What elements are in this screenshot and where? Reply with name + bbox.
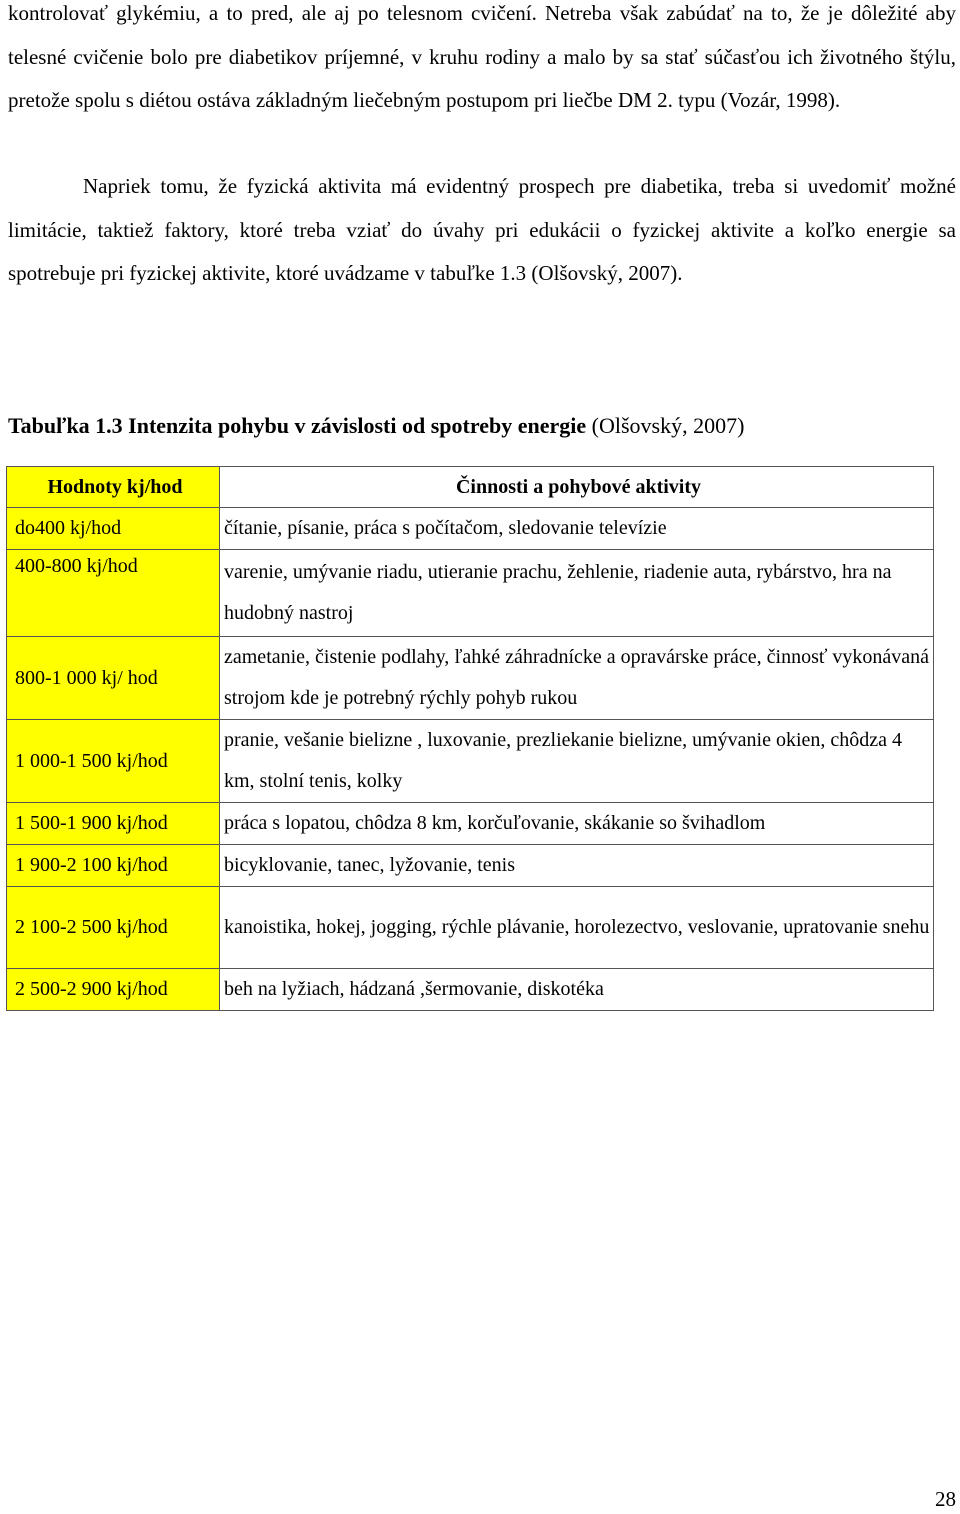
activity-cell: čítanie, písanie, práca s počítačom, sledovanie televízie — [220, 508, 934, 550]
energy-value-cell: 1 900-2 100 kj/hod — [7, 845, 220, 887]
energy-value-cell: 800-1 000 kj/ hod — [7, 637, 220, 720]
activity-cell: beh na lyžiach, hádzaná ,šermovanie, diskotéka — [220, 969, 934, 1011]
energy-value-cell: do400 kj/hod — [7, 508, 220, 550]
table-row — [7, 508, 934, 550]
energy-value-cell: 1 000-1 500 kj/hod — [7, 720, 220, 803]
energy-value-cell: 400-800 kj/hod — [7, 550, 220, 637]
activity-cell: práca s lopatou, chôdza 8 km, korčuľovanie, skákanie so švihadlom — [220, 803, 934, 845]
body-paragraph-1: kontrolovať glykémiu, a to pred, ale aj po telesnom cvičení. Netreba však zabúdať na to, že je dôležité aby telesné cvičenie bolo pre diabetikov príjemné, v kruhu rodiny a malo by sa stať súčasťou ich životného štýlu, pretože spolu s diétou ostáva základným liečebným postupom pri liečbe DM 2. typu (Vozár, 1998). — [8, 1, 956, 112]
page-number: 28 — [935, 1487, 956, 1511]
activity-cell: bicyklovanie, tanec, lyžovanie, tenis — [220, 845, 934, 887]
table-caption — [8, 406, 744, 446]
table-row — [7, 550, 934, 637]
energy-value-cell: 2 100-2 500 kj/hod — [7, 887, 220, 969]
energy-value-cell: 2 500-2 900 kj/hod — [7, 969, 220, 1011]
activity-cell: zametanie, čistenie podlahy, ľahké záhradnícke a opravárske práce, činnosť vykonávaná strojom kde je potrebný rýchly pohyb rukou — [220, 637, 934, 720]
table-row — [7, 803, 934, 845]
header-activities: Činnosti a pohybové aktivity — [220, 467, 934, 508]
table-caption-source: (Olšovský, 2007) — [586, 413, 745, 438]
table-row — [7, 887, 934, 969]
energy-value-cell: 1 500-1 900 kj/hod — [7, 803, 220, 845]
header-values: Hodnoty kj/hod — [7, 467, 220, 508]
table-row — [7, 720, 934, 803]
table-row — [7, 637, 934, 720]
table-row — [7, 845, 934, 887]
table-row — [7, 969, 934, 1011]
energy-intensity-table — [6, 466, 934, 1011]
body-paragraph-2: Napriek tomu, že fyzická aktivita má evidentný prospech pre diabetika, treba si uvedomiť možné limitácie, taktiež faktory, ktoré treba vziať do úvahy pri edukácii o fyzickej aktivite a koľko energie sa spotrebuje pri fyzickej aktivite, ktoré uvádzame v tabuľke 1.3 (Olšovský, 2007). — [8, 174, 956, 285]
table-caption-title: Tabuľka 1.3 Intenzita pohybu v závislosti od spotreby energie — [8, 413, 587, 438]
activity-cell: varenie, umývanie riadu, utieranie prachu, žehlenie, riadenie auta, rybárstvo, hra na hudobný nastroj — [220, 550, 934, 637]
table-header-row — [7, 467, 934, 508]
activity-cell: kanoistika, hokej, jogging, rýchle plávanie, horolezectvo, veslovanie, upratovanie snehu — [220, 887, 934, 969]
activity-cell: pranie, vešanie bielizne , luxovanie, prezliekanie bielizne, umývanie okien, chôdza 4 km, stolní tenis, kolky — [220, 720, 934, 803]
